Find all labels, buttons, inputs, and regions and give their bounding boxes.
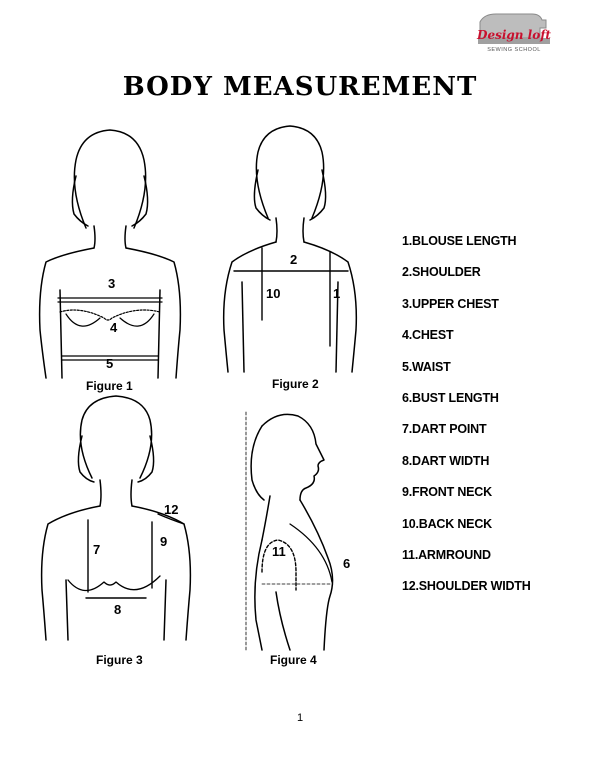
fig3-torso-left	[66, 580, 68, 640]
fig1-hair-right	[132, 176, 148, 226]
fig3-left-shoulder-arm	[42, 506, 100, 640]
fig3-hair-left	[78, 436, 94, 482]
fig1-torso-left	[60, 290, 62, 378]
fig2-label-1: 1	[333, 286, 341, 301]
fig4-neck-back	[262, 496, 270, 540]
fig1-head-outline	[74, 130, 145, 228]
fig2-label-10: 10	[266, 286, 281, 301]
fig2-caption: Figure 2	[272, 377, 319, 391]
fig3-neck	[100, 480, 132, 506]
fig1-caption: Figure 1	[86, 379, 133, 393]
fig3-right-shoulder-arm	[132, 506, 190, 640]
figure-1	[40, 130, 181, 393]
figure-2	[224, 126, 357, 391]
legend-item-bust-length: 6.BUST LENGTH	[402, 390, 499, 405]
fig1-right-shoulder-arm	[126, 248, 180, 378]
fig1-label-3: 3	[108, 276, 116, 291]
fig3-head-outline	[80, 396, 151, 478]
fig3-torso-right	[164, 580, 166, 640]
fig1-chest-line	[60, 310, 160, 320]
fig1-neck	[94, 226, 126, 248]
fig3-label-8: 8	[114, 602, 122, 617]
fig1-label-4: 4	[110, 320, 118, 335]
fig3-hair-right	[138, 436, 154, 482]
fig4-arm	[276, 592, 290, 650]
fig1-torso-right	[158, 290, 160, 378]
legend-item-blouse-length: 1.BLOUSE LENGTH	[402, 234, 517, 248]
legend-item-front-neck: 9.FRONT NECK	[402, 485, 492, 500]
legend-item-dart-point: 7.DART POINT	[402, 422, 487, 437]
measurement-legend	[402, 232, 531, 609]
figure-4	[246, 412, 350, 667]
legend-item-upper-chest: 3.UPPER CHEST	[402, 296, 499, 311]
fig4-label-11: 11	[272, 544, 286, 559]
fig3-label-7: 7	[93, 542, 101, 557]
fig1-left-shoulder-arm	[40, 248, 94, 378]
fig2-hair-right	[310, 170, 326, 220]
fig3-caption: Figure 3	[96, 653, 143, 667]
fig1-hair-left	[72, 176, 88, 226]
fig2-torso-left	[242, 282, 244, 372]
legend-item-shoulder-width: 12.SHOULDER WIDTH	[402, 579, 531, 594]
logo-sub-text: SEWING SCHOOL	[487, 47, 541, 53]
fig2-neck	[276, 218, 304, 242]
fig2-head-outline	[256, 126, 323, 218]
legend-item-chest: 4.CHEST	[402, 328, 454, 343]
legend-item-dart-width: 8.DART WIDTH	[402, 453, 490, 468]
fig2-left-shoulder-arm	[224, 242, 276, 372]
fig4-head-profile	[262, 414, 324, 500]
fig3-label-12: 12	[164, 502, 179, 517]
page-number: 1	[296, 712, 304, 724]
fig2-hair-left	[254, 170, 270, 220]
legend-item-shoulder: 2.SHOULDER	[402, 265, 481, 280]
fig4-label-6: 6	[343, 556, 351, 571]
fig4-bust-curve	[300, 500, 333, 650]
fig4-back-curve	[255, 540, 262, 650]
fig4-head-back-hair	[251, 426, 264, 500]
fig4-caption: Figure 4	[270, 653, 317, 667]
fig1-upper-chest-line	[58, 298, 162, 302]
fig1-label-5: 5	[106, 356, 114, 371]
legend-item-back-neck: 10.BACK NECK	[402, 516, 492, 531]
logo-main-text: Design loft	[477, 28, 551, 42]
page-title: BODY MEASUREMENT	[122, 72, 478, 102]
legend-item-armround: 11.ARMROUND	[402, 547, 491, 562]
fig3-bust-shape	[68, 576, 160, 591]
legend-item-waist: 5.WAIST	[402, 359, 451, 374]
figure-3	[42, 396, 191, 667]
fig3-label-9: 9	[160, 534, 168, 549]
fig2-label-2: 2	[290, 252, 298, 267]
